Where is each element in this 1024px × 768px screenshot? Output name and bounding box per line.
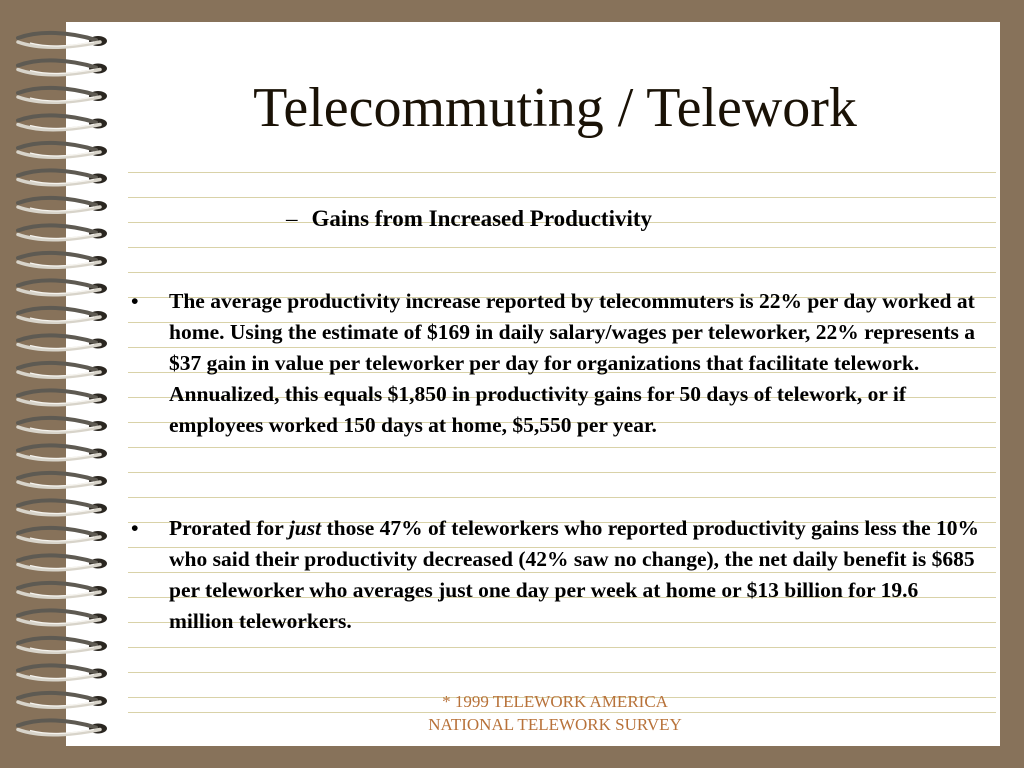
spiral-coil-icon: [18, 418, 107, 432]
spiral-coil-icon: [18, 280, 107, 294]
spiral-coil-icon: [18, 335, 107, 349]
spiral-coil-icon: [18, 693, 107, 707]
spiral-coil-icon: [18, 473, 107, 487]
spiral-coil-icon: [18, 583, 107, 597]
bullet-text-before: Prorated for: [169, 516, 289, 540]
spiral-coil-icon: [18, 665, 107, 679]
bullet-text: The average productivity increase reported by telecommuters is 22% per day worked at home. Using the estimate of $169 in daily salary/wages per teleworker, 22% represents a $37 gain in value per teleworker per day for organizations that facilitate telework. Annualized, this equals $1,850 in productivity gains for 50 days of telework, or if employees worked 150 days at home, $5,550 per year.: [169, 289, 975, 437]
spiral-coil-icon: [18, 143, 107, 157]
bullet-text-after: those 47% of teleworkers who reported productivity gains less the 10% who said their productivity decreased (42% saw no change), the net daily benefit is $685 per teleworker who averages just one day per week at home or $13 billion for 19.6 million teleworkers.: [169, 516, 979, 633]
spiral-coil-icon: [18, 390, 107, 404]
subheading-text: Gains from Increased Productivity: [311, 206, 653, 231]
bullet-text-italic: just: [288, 516, 322, 540]
subheading-dash: –: [286, 206, 298, 231]
page-title: Telecommuting / Telework: [253, 77, 857, 139]
ruled-line: [128, 247, 996, 248]
spiral-coil-icon: [18, 170, 107, 184]
bullet-marker: •: [131, 289, 139, 313]
spiral-coil-icon: [18, 225, 107, 239]
spiral-coil-icon: [18, 198, 107, 212]
spiral-coil-icon: [18, 445, 107, 459]
footnote-line-2: NATIONAL TELEWORK SURVEY: [428, 715, 682, 734]
bullet-item: [131, 286, 984, 441]
spiral-coil-icon: [18, 308, 107, 322]
bullet-marker: •: [131, 516, 139, 540]
spiral-coil-icon: [18, 638, 107, 652]
spiral-binding-icon: [0, 0, 130, 768]
spiral-coil-icon: [18, 33, 107, 47]
subheading: [286, 206, 652, 232]
ruled-line: [128, 472, 996, 473]
spiral-coil-icon: [18, 253, 107, 267]
ruled-line: [128, 197, 996, 198]
spiral-coil-icon: [18, 88, 107, 102]
spiral-coil-icon: [18, 720, 107, 734]
spiral-coil-icon: [18, 610, 107, 624]
spiral-coil-icon: [18, 363, 107, 377]
bullet-item: [131, 513, 984, 637]
spiral-coil-icon: [18, 500, 107, 514]
ruled-line: [128, 672, 996, 673]
ruled-line: [128, 497, 996, 498]
spiral-coil-icon: [18, 60, 107, 74]
ruled-line: [128, 172, 996, 173]
spiral-coil-icon: [18, 115, 107, 129]
spiral-coil-icon: [18, 528, 107, 542]
spiral-coil-icon: [18, 555, 107, 569]
ruled-line: [128, 272, 996, 273]
footnote: [330, 690, 780, 736]
ruled-line: [128, 447, 996, 448]
footnote-line-1: * 1999 TELEWORK AMERICA: [442, 692, 668, 711]
ruled-line: [128, 647, 996, 648]
